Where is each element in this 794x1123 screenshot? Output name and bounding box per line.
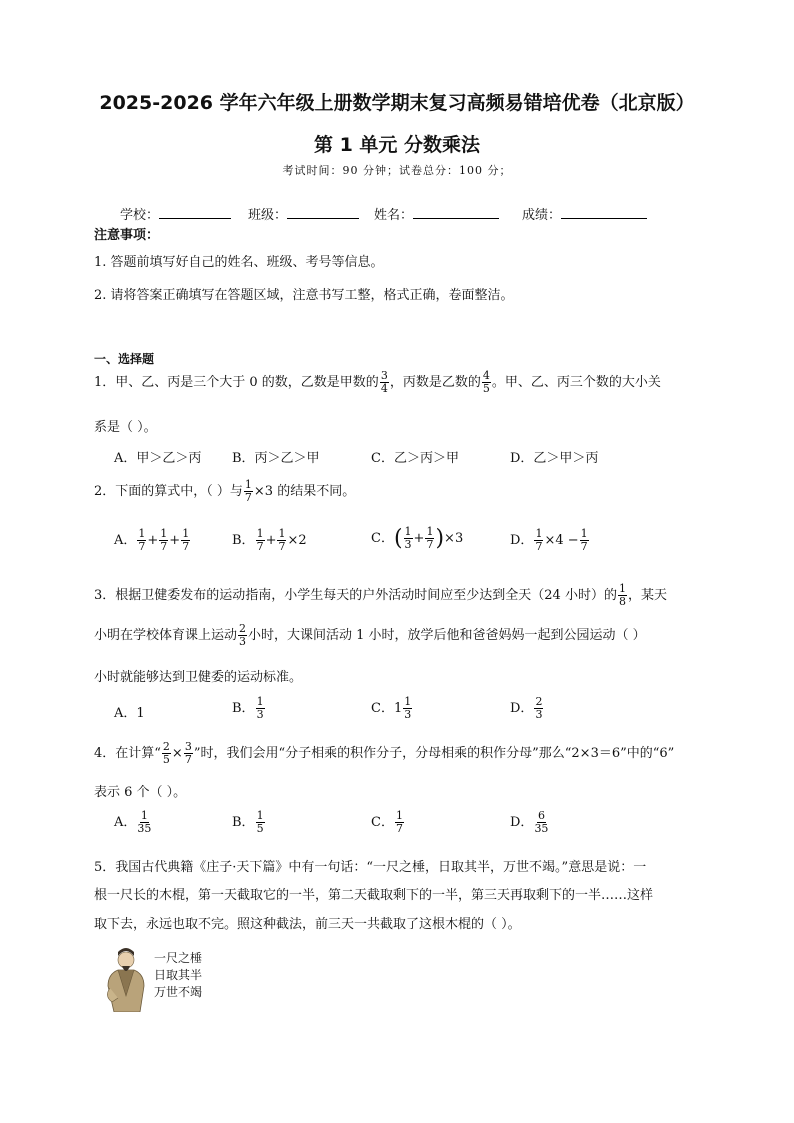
q2-option-a[interactable]: A． $\frac{1}{7}$ + $\frac{1}{7}$ + $\frac{1}{7}$ xyxy=(114,527,190,553)
class-blank[interactable] xyxy=(287,204,359,219)
score-label: 成绩： xyxy=(522,208,562,223)
class-field[interactable] xyxy=(248,204,359,223)
unit-title: 第 1 单元 分数乘法 xyxy=(313,134,481,156)
q1-option-d[interactable]: D．乙＞甲＞丙 xyxy=(510,451,599,466)
q1-text-c: 。甲、乙、丙三个数的大小关 xyxy=(491,375,661,390)
q4-text-b: ”时，我们会用“分子相乘的积作分子，分母相乘的积作分母”那么“2×3＝6”中的“6” xyxy=(193,746,675,761)
q3-text-d: 小时，大课间活动 1 小时，放学后他和爸爸妈妈一起到公园运动（ ） xyxy=(248,628,646,643)
fraction: $\frac{3}{4}$ xyxy=(380,369,388,395)
section-heading: 一、选择题 xyxy=(94,352,155,366)
q1-text-d: 系是（ ）。 xyxy=(94,420,157,435)
school-field[interactable] xyxy=(120,204,231,223)
q1-option-a[interactable]: A．甲＞乙＞丙 xyxy=(114,451,202,466)
poem-line-3: 万世不竭 xyxy=(154,985,203,999)
exam-info: 考试时间：90 分钟；试卷总分：100 分； xyxy=(282,164,512,177)
q5-text-c: 取下去，永远也取不完。照这种截法，前三天一共截取了这根木棍的（ ）。 xyxy=(94,917,521,932)
poem-block xyxy=(154,950,202,1001)
name-field[interactable] xyxy=(374,204,499,223)
score-field[interactable] xyxy=(522,204,647,223)
q5-text-b: 根一尺长的木棍，第一天截取它的一半，第二天截取剩下的一半，第三天再取剩下的一半……这样 xyxy=(94,888,654,903)
name-label: 姓名： xyxy=(374,208,414,223)
school-label: 学校： xyxy=(120,208,160,223)
q2-option-b[interactable]: B． $\frac{1}{7}$ + $\frac{1}{7}$ ×2 xyxy=(232,527,307,553)
q2-text-b: ×3 的结果不同。 xyxy=(253,484,356,499)
school-blank[interactable] xyxy=(159,204,231,219)
question-3 xyxy=(94,582,667,610)
note-2: 2. 请将答案正确填写在答题区域，注意书写工整，格式正确，卷面整洁。 xyxy=(94,288,514,303)
class-label: 班级： xyxy=(248,208,288,223)
q4-option-b[interactable]: B． $\frac{1}{5}$ xyxy=(232,809,264,835)
notes-heading: 注意事项： xyxy=(94,228,160,243)
fraction: $\frac{1}{8}$ xyxy=(618,582,626,608)
q4-option-a[interactable]: A． $\frac{1}{35}$ xyxy=(114,809,152,835)
note-1: 1. 答题前填写好自己的姓名、班级、考号等信息。 xyxy=(94,255,384,270)
name-blank[interactable] xyxy=(413,204,499,219)
q5-text-a: 5．我国古代典籍《庄子·天下篇》中有一句话：“一尺之棰，日取其半，万世不竭。”意思是说：一 xyxy=(94,860,647,875)
q3-text-e: 小时就能够达到卫健委的运动标准。 xyxy=(94,670,303,685)
q1-option-b[interactable]: B．丙＞乙＞甲 xyxy=(232,451,320,466)
question-3-line2 xyxy=(94,622,646,650)
q2-option-d[interactable]: D． $\frac{1}{7}$ ×4 − $\frac{1}{7}$ xyxy=(510,527,588,553)
fraction: $\frac{3}{7}$ xyxy=(184,740,192,766)
q3-text-b: ，某天 xyxy=(627,588,667,603)
times-sign: × xyxy=(171,746,183,761)
poem-line-1: 一尺之棰 xyxy=(154,951,203,965)
q2-option-c[interactable]: C．( $\frac{1}{3}$ + $\frac{1}{7}$ )×3 xyxy=(371,525,464,551)
q1-option-c[interactable]: C．乙＞丙＞甲 xyxy=(371,451,459,466)
question-2 xyxy=(94,478,355,506)
q3-option-c[interactable]: C．1 $\frac{1}{3}$ xyxy=(371,695,412,721)
scholar-illustration-icon xyxy=(96,946,156,1012)
q3-text-a: 3．根据卫健委发布的运动指南，小学生每天的户外活动时间应至少达到全天（24 小时）的 xyxy=(94,588,617,603)
question-4 xyxy=(94,740,674,768)
q4-option-c[interactable]: C． $\frac{1}{7}$ xyxy=(371,809,403,835)
fraction: $\frac{2}{5}$ xyxy=(162,740,170,766)
fraction: $\frac{4}{5}$ xyxy=(482,369,490,395)
q1-text-b: ，丙数是乙数的 xyxy=(389,375,481,390)
score-blank[interactable] xyxy=(561,204,647,219)
poem-line-2: 日取其半 xyxy=(154,968,203,982)
q1-text-a: 1．甲、乙、丙是三个大于 0 的数，乙数是甲数的 xyxy=(94,375,379,390)
q2-text-a: 2．下面的算式中，（ ）与 xyxy=(94,484,243,499)
q3-option-b[interactable]: B． $\frac{1}{3}$ xyxy=(232,695,264,721)
q4-text-a: 4．在计算“ xyxy=(94,746,161,761)
q4-text-c: 表示 6 个（ ）。 xyxy=(94,785,187,800)
q3-option-a[interactable]: A．1 xyxy=(114,706,145,721)
fraction: $\frac{2}{3}$ xyxy=(239,622,247,648)
q3-text-c: 小明在学校体育课上运动 xyxy=(94,628,238,643)
question-1 xyxy=(94,370,661,396)
paper-title: 2025-2026 学年六年级上册数学期末复习高频易错培优卷（北京版） xyxy=(99,92,695,114)
q4-option-d[interactable]: D． $\frac{6}{35}$ xyxy=(510,809,549,835)
q3-option-d[interactable]: D． $\frac{2}{3}$ xyxy=(510,695,543,721)
fraction: $\frac{1}{7}$ xyxy=(244,478,252,504)
